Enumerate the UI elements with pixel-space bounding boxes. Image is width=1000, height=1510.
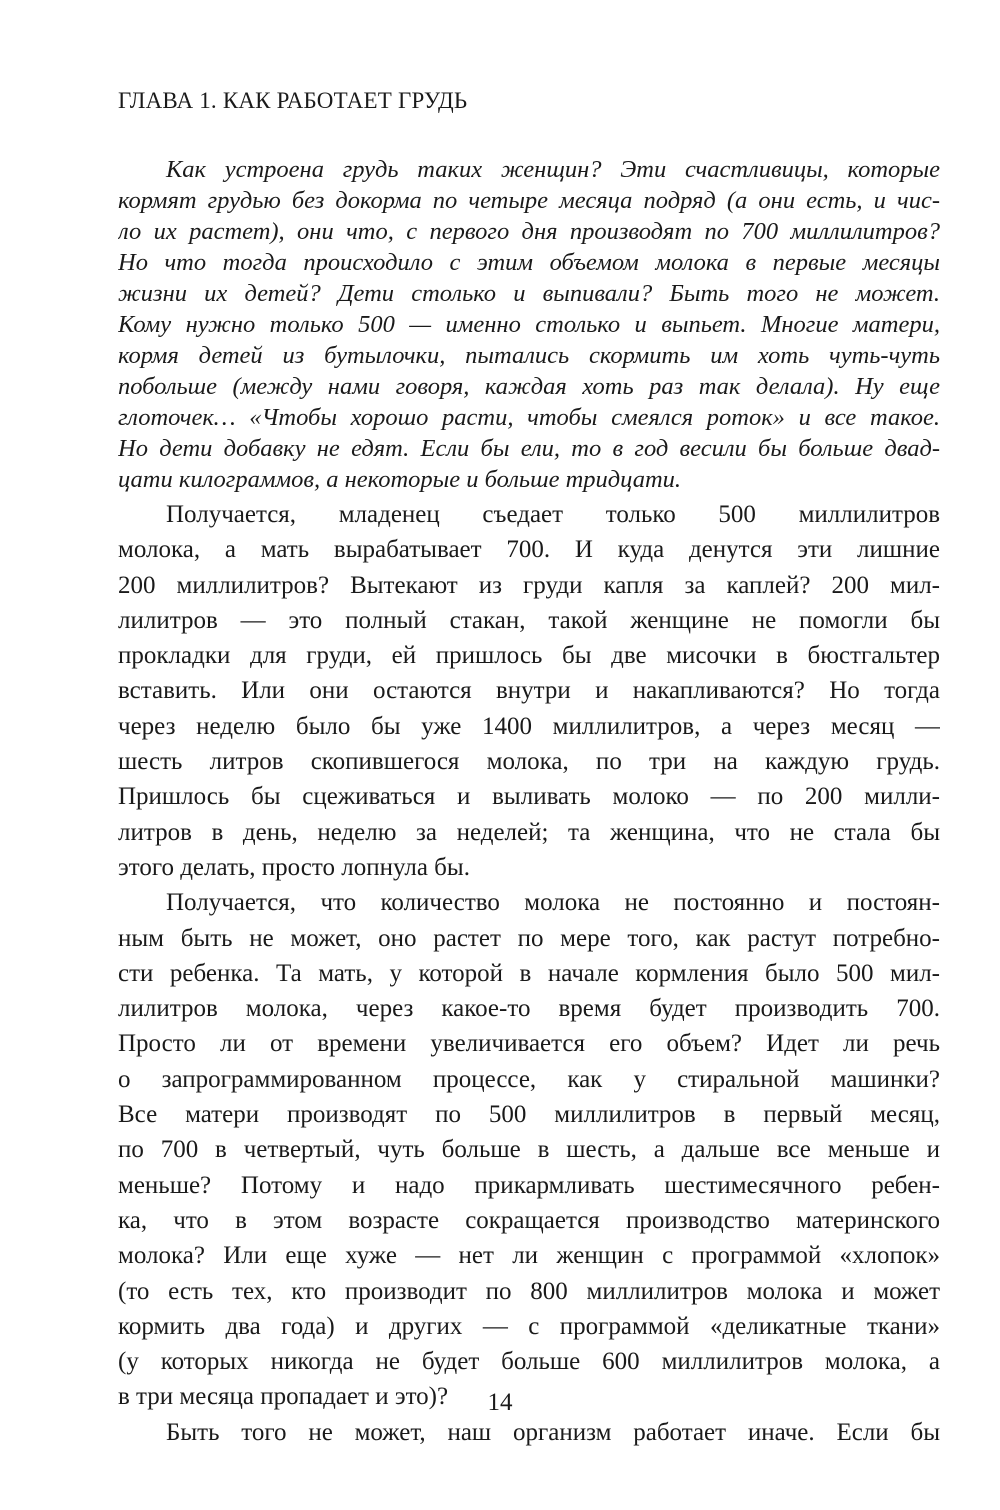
text-line: побольше (между нами говоря, каждая хоть раз так делала). Ну еще bbox=[118, 373, 940, 400]
text-line: молока, а мать вырабатывает 700. И куда денутся эти лишние bbox=[118, 536, 940, 564]
text-line: по 700 в четвертый, чуть больше в шесть, а дальше все меньше и bbox=[118, 1136, 940, 1164]
text-line: о запрограммированном процессе, как у стиральной машинки? bbox=[118, 1065, 940, 1093]
text-line: глоточек… «Чтобы хорошо расти, чтобы смеялся роток» и все такое. bbox=[118, 404, 940, 431]
text-line: Но что тогда происходило с этим объемом молока в первые месяцы bbox=[118, 249, 940, 276]
text-line: ным быть не может, оно растет по мере того, как растут потребно- bbox=[118, 924, 940, 952]
text-line: кормить два года) и других — с программой «деликатные ткани» bbox=[118, 1312, 940, 1340]
running-header: ГЛАВА 1. КАК РАБОТАЕТ ГРУДЬ bbox=[118, 88, 468, 113]
text-line: (у которых никогда не будет больше 600 миллилитров молока, а bbox=[118, 1348, 940, 1376]
text-line: Пришлось бы сцеживаться и выливать молоко — по 200 милли- bbox=[118, 783, 940, 811]
text-line: Но дети добавку не едят. Если бы ели, то в год весили бы больше двад- bbox=[118, 435, 940, 462]
text-line: литров в день, неделю за неделей; та женщина, что не стала бы bbox=[118, 818, 940, 846]
text-line: Как устроена грудь таких женщин? Эти счастливицы, которые bbox=[166, 156, 940, 183]
text-line: кормя детей из бутылочки, пытались скормить им хоть чуть-чуть bbox=[118, 342, 940, 369]
text-line: прокладки для груди, ей пришлось бы две мисочки в бюстгальтер bbox=[118, 642, 940, 670]
body-text bbox=[118, 497, 940, 1450]
text-line: этого делать, просто лопнула бы. bbox=[118, 853, 470, 881]
text-line: в три месяца пропадает и это)? bbox=[118, 1383, 449, 1411]
text-line: ка, что в этом возрасте сокращается производство материнского bbox=[118, 1206, 940, 1234]
text-line: Все матери производят по 500 миллилитров в первый месяц, bbox=[118, 1101, 940, 1129]
text-line: ло их растет), они что, с первого дня производят по 700 миллилитров? bbox=[118, 218, 940, 245]
text-line: лилитров молока, через какое-то время будет производить 700. bbox=[118, 995, 940, 1023]
text-line: Просто ли от времени увеличивается его объем? Идет ли речь bbox=[118, 1030, 940, 1058]
text-line: Кому нужно только 500 — именно столько и выпьет. Многие матери, bbox=[118, 311, 940, 338]
text-line: шесть литров скопившегося молока, по три на каждую грудь. bbox=[118, 748, 940, 776]
text-line: меньше? Потому и надо прикармливать шестимесячного ребен- bbox=[118, 1171, 940, 1199]
text-line: сти ребенка. Та мать, у которой в начале кормления было 500 мил- bbox=[118, 959, 940, 987]
text-line: жизни их детей? Дети столько и выпивали? Быть того не может. bbox=[118, 280, 940, 307]
text-line: Получается, что количество молока не постоянно и постоян- bbox=[166, 889, 940, 917]
italic-quote-paragraph bbox=[118, 154, 940, 495]
text-line: Получается, младенец съедает только 500 миллилитров bbox=[166, 501, 940, 528]
text-line: кормят грудью без докорма по четыре месяца подряд (а они есть, и чис- bbox=[118, 187, 940, 214]
text-line: молока? Или еще хуже — нет ли женщин с программой «хлопок» bbox=[118, 1242, 940, 1270]
text-line: Быть того не может, наш организм работает иначе. Если бы bbox=[166, 1418, 940, 1446]
text-line: через неделю было бы уже 1400 миллилитров, а через месяц — bbox=[118, 712, 940, 740]
text-line: лилитров — это полный стакан, такой женщине не помогли бы bbox=[118, 606, 940, 634]
page-number: 14 bbox=[487, 1389, 513, 1416]
text-line: (то есть тех, кто производит по 800 миллилитров молока и может bbox=[118, 1277, 940, 1305]
text-line: вставить. Или они остаются внутри и накапливаются? Но тогда bbox=[118, 677, 940, 705]
text-line: цати килограммов, а некоторые и больше тридцати. bbox=[118, 466, 682, 493]
text-line: 200 миллилитров? Вытекают из груди капля за каплей? 200 мил- bbox=[118, 571, 940, 599]
